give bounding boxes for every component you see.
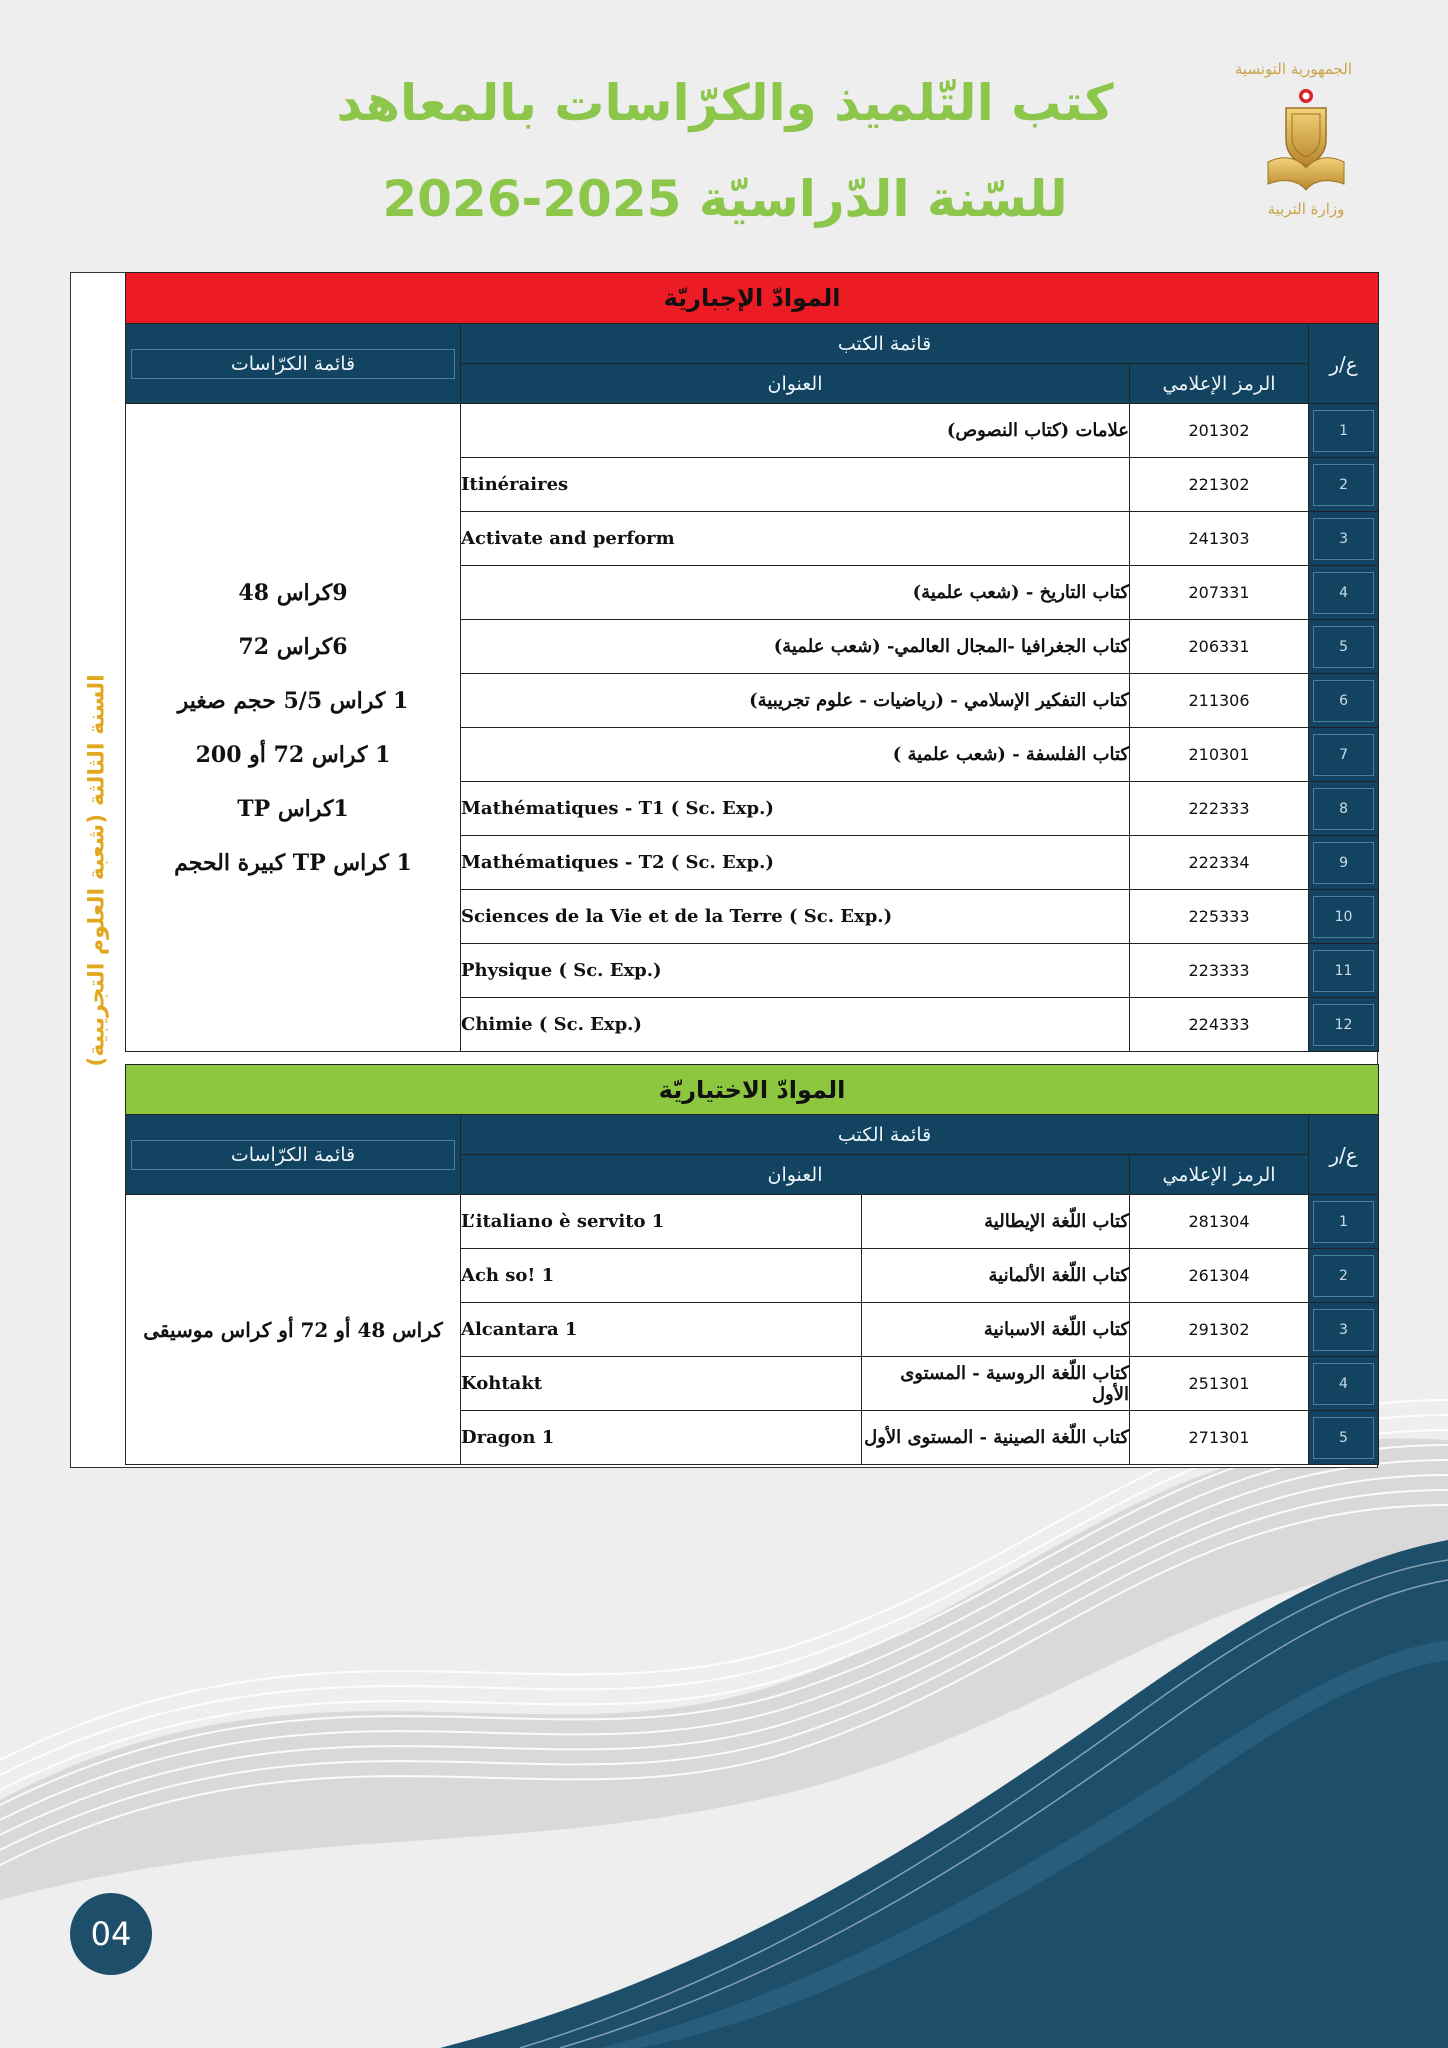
row-index-label: 2 — [1313, 464, 1374, 506]
book-title: Itinéraires — [461, 458, 1130, 512]
index-header: ع/ر — [1309, 1115, 1379, 1195]
books-header: قائمة الكتب — [461, 1115, 1309, 1155]
row-index — [1309, 890, 1379, 944]
notebook-item: 1 كراس 5/5 حجم صغير — [177, 687, 409, 714]
book-title: علامات (كتاب النصوص) — [461, 404, 1130, 458]
logo-bottom-text: وزارة التربية — [1267, 200, 1345, 218]
mandatory-band-row — [126, 273, 1379, 324]
row-index — [1309, 1249, 1379, 1303]
header-row — [126, 1115, 1379, 1155]
code-header: الرمز الإعلامي — [1130, 1155, 1309, 1195]
book-title: Chimie ( Sc. Exp.) — [461, 998, 1130, 1052]
book-title: كتاب التاريخ - (شعب علمية) — [461, 566, 1130, 620]
book-code: 281304 — [1130, 1195, 1309, 1249]
row-index-label: 4 — [1313, 572, 1374, 614]
book-title-arabic: كتاب اللّغة الاسبانية — [862, 1303, 1130, 1357]
row-index-label: 10 — [1313, 896, 1374, 938]
side-label — [70, 272, 125, 1468]
page-title-line-1: كتب التّلميذ والكرّاسات بالمعاهد — [336, 74, 1114, 132]
row-index-label: 1 — [1313, 410, 1374, 452]
book-title-foreign: Dragon 1 — [461, 1411, 862, 1465]
row-index — [1309, 674, 1379, 728]
book-code: 201302 — [1130, 404, 1309, 458]
row-index — [1309, 944, 1379, 998]
book-code: 207331 — [1130, 566, 1309, 620]
optional-subjects-table — [125, 1064, 1379, 1465]
book-code: 222334 — [1130, 836, 1309, 890]
book-code: 222333 — [1130, 782, 1309, 836]
notebooks-header-label: قائمة الكرّاسات — [131, 1140, 455, 1170]
notebooks-list: كراس 48 أو 72 أو كراس موسيقى — [126, 1195, 461, 1465]
row-index-label: 7 — [1313, 734, 1374, 776]
row-index — [1309, 728, 1379, 782]
book-title-arabic: كتاب اللّغة الألمانية — [862, 1249, 1130, 1303]
book-title-foreign: Kohtakt — [461, 1357, 862, 1411]
row-index — [1309, 1303, 1379, 1357]
book-title: Sciences de la Vie et de la Terre ( Sc. Exp.) — [461, 890, 1130, 944]
book-code: 251301 — [1130, 1357, 1309, 1411]
mandatory-band: الموادّ الإجباريّة — [126, 273, 1379, 324]
book-code: 241303 — [1130, 512, 1309, 566]
row-index-label: 5 — [1313, 626, 1374, 668]
header-row — [126, 324, 1379, 364]
book-title: Activate and perform — [461, 512, 1130, 566]
optional-band-row — [126, 1065, 1379, 1115]
title-header: العنوان — [461, 1155, 1130, 1195]
row-index — [1309, 620, 1379, 674]
emblem-icon — [1264, 84, 1348, 196]
book-title: Physique ( Sc. Exp.) — [461, 944, 1130, 998]
notebook-item: 1 كراس 72 أو 200 — [195, 741, 391, 768]
row-index — [1309, 512, 1379, 566]
optional-band: الموادّ الاختياريّة — [126, 1065, 1379, 1115]
notebook-item: 1 كراس TP كبيرة الحجم — [174, 849, 412, 876]
book-title: Mathématiques - T1 ( Sc. Exp.) — [461, 782, 1130, 836]
code-header: الرمز الإعلامي — [1130, 364, 1309, 404]
page-title-line-2: للسّنة الدّراسيّة 2025-2026 — [382, 170, 1068, 228]
row-index-label: 4 — [1313, 1363, 1374, 1405]
book-code: 223333 — [1130, 944, 1309, 998]
book-title: كتاب التفكير الإسلامي - (رياضيات - علوم تجريبية) — [461, 674, 1130, 728]
row-index-label: 8 — [1313, 788, 1374, 830]
logo-top-text: الجمهورية التونسية — [1234, 60, 1352, 78]
row-index — [1309, 782, 1379, 836]
row-index — [1309, 1411, 1379, 1465]
table-row — [126, 404, 1379, 458]
mandatory-subjects-table — [125, 272, 1379, 1052]
row-index — [1309, 998, 1379, 1052]
table-row — [126, 1195, 1379, 1249]
row-index-label: 12 — [1313, 1004, 1374, 1046]
book-code: 271301 — [1130, 1411, 1309, 1465]
book-code: 225333 — [1130, 890, 1309, 944]
book-code: 261304 — [1130, 1249, 1309, 1303]
side-label-text: السنة الثالثة (شعبة العلوم التجريبية) — [85, 673, 111, 1067]
row-index-label: 5 — [1313, 1417, 1374, 1459]
book-title: كتاب الفلسفة - (شعب علمية ) — [461, 728, 1130, 782]
book-code: 291302 — [1130, 1303, 1309, 1357]
row-index-label: 6 — [1313, 680, 1374, 722]
row-index-label: 9 — [1313, 842, 1374, 884]
page-number-badge: 04 — [70, 1893, 152, 1975]
book-title: Mathématiques - T2 ( Sc. Exp.) — [461, 836, 1130, 890]
book-code: 210301 — [1130, 728, 1309, 782]
book-title-arabic: كتاب اللّغة الروسية - المستوى الأول — [862, 1357, 1130, 1411]
notebooks-header-label: قائمة الكرّاسات — [131, 349, 455, 379]
book-code: 211306 — [1130, 674, 1309, 728]
book-title-foreign: L’italiano è servito 1 — [461, 1195, 862, 1249]
row-index-label: 2 — [1313, 1255, 1374, 1297]
book-code: 221302 — [1130, 458, 1309, 512]
notebook-item: 6كراس 72 — [238, 633, 348, 660]
book-title-arabic: كتاب اللّغة الصينية - المستوى الأول — [862, 1411, 1130, 1465]
row-index — [1309, 458, 1379, 512]
notebooks-list — [126, 404, 461, 1052]
row-index-label: 1 — [1313, 1201, 1374, 1243]
notebooks-header — [126, 324, 461, 404]
book-title-foreign: Ach so! 1 — [461, 1249, 862, 1303]
notebooks-header — [126, 1115, 461, 1195]
index-header: ع/ر — [1309, 324, 1379, 404]
ministry-logo — [1234, 60, 1352, 236]
book-title: كتاب الجغرافيا -المجال العالمي- (شعب علمية) — [461, 620, 1130, 674]
row-index-label: 3 — [1313, 1309, 1374, 1351]
row-index — [1309, 836, 1379, 890]
books-header: قائمة الكتب — [461, 324, 1309, 364]
book-code: 206331 — [1130, 620, 1309, 674]
notebook-item: 1كراس TP — [237, 795, 349, 822]
row-index — [1309, 566, 1379, 620]
row-index — [1309, 404, 1379, 458]
book-title-arabic: كتاب اللّغة الإيطالية — [862, 1195, 1130, 1249]
row-index — [1309, 1357, 1379, 1411]
row-index-label: 11 — [1313, 950, 1374, 992]
row-index-label: 3 — [1313, 518, 1374, 560]
title-header: العنوان — [461, 364, 1130, 404]
notebook-item: 9كراس 48 — [238, 579, 348, 606]
row-index — [1309, 1195, 1379, 1249]
book-code: 224333 — [1130, 998, 1309, 1052]
book-title-foreign: Alcantara 1 — [461, 1303, 862, 1357]
